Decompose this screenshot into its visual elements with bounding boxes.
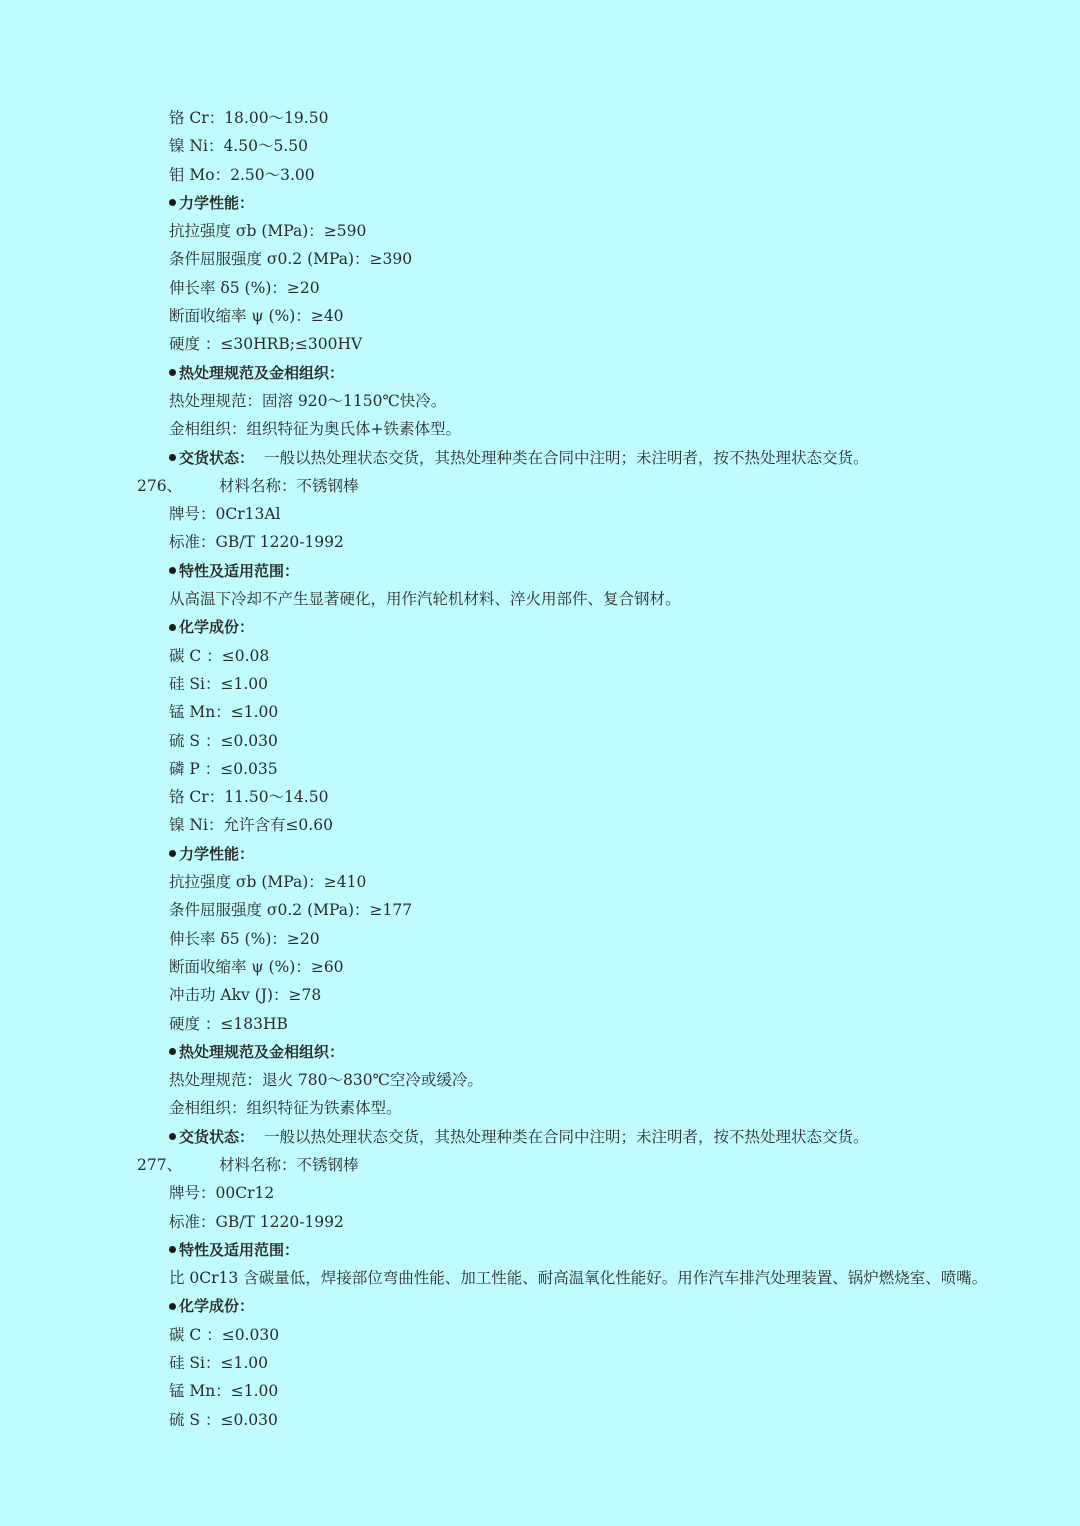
bullet-icon xyxy=(169,1133,176,1140)
bullet-icon xyxy=(169,454,176,461)
text-line: 磷 P ：≤0.035 xyxy=(169,759,278,778)
text-line: 热处理规范：退火 780～830℃空冷或缓冷。 xyxy=(169,1071,483,1090)
section-heading xyxy=(0,1123,1080,1151)
document-page xyxy=(0,104,1080,1434)
text-line: 标准：GB/T 1220-1992 xyxy=(169,533,344,552)
text-line: 硅 Si：≤1.00 xyxy=(169,674,269,693)
text-line: 金相组织：组织特征为铁素体型。 xyxy=(169,1099,402,1118)
bullet-icon xyxy=(169,624,176,631)
heading-label: 特性及适用范围： xyxy=(179,1240,300,1259)
heading-label: 化学成份： xyxy=(179,1297,255,1316)
text-line: 硬度 ：≤30HRB;≤300HV xyxy=(169,335,363,354)
bullet-icon xyxy=(169,850,176,857)
text-line: 牌号：00Cr12 xyxy=(169,1184,275,1203)
bullet-icon xyxy=(169,1303,176,1310)
text-line: 条件屈服强度 σ0.2 (MPa)：≥177 xyxy=(169,901,413,920)
text-line: 碳 C ：≤0.030 xyxy=(169,1325,280,1344)
text-line: 锰 Mn：≤1.00 xyxy=(169,703,279,722)
item-name: 材料名称：不锈钢棒 xyxy=(219,476,359,495)
heading-text: 一般以热处理状态交货，其热处理种类在合同中注明；未注明者，按不热处理状态交货。 xyxy=(264,1127,869,1146)
section-heading xyxy=(0,359,1080,387)
text-line: 硫 S ：≤0.030 xyxy=(169,1410,278,1429)
item-title xyxy=(0,472,1080,500)
text-line: 硫 S ：≤0.030 xyxy=(169,731,278,750)
section-heading xyxy=(0,840,1080,868)
section-heading xyxy=(0,1038,1080,1066)
text-line: 牌号：0Cr13Al xyxy=(169,505,281,524)
heading-label: 热处理规范及金相组织： xyxy=(179,1042,345,1061)
bullet-icon xyxy=(169,369,176,376)
bullet-icon xyxy=(169,1048,176,1055)
text-line: 碳 C ：≤0.08 xyxy=(169,646,270,665)
item-name: 材料名称：不锈钢棒 xyxy=(219,1155,359,1174)
item-title xyxy=(0,1151,1080,1179)
text-line: 比 0Cr13 含碳量低，焊接部位弯曲性能、加工性能、耐高温氧化性能好。用作汽车排汽处理装置、锅炉燃烧室、喷嘴。 xyxy=(169,1269,988,1288)
text-line: 钼 Mo：2.50～3.00 xyxy=(169,165,315,184)
heading-label: 化学成份： xyxy=(179,618,255,637)
text-line: 硅 Si：≤1.00 xyxy=(169,1354,269,1373)
text-line: 锰 Mn：≤1.00 xyxy=(169,1382,279,1401)
heading-text: 一般以热处理状态交货，其热处理种类在合同中注明；未注明者，按不热处理状态交货。 xyxy=(264,448,869,467)
item-number: 277、 xyxy=(137,1155,183,1174)
text-line: 伸长率 δ5 (%)：≥20 xyxy=(169,278,320,297)
heading-label: 交货状态： xyxy=(179,1127,255,1146)
text-line: 镍 Ni：4.50～5.50 xyxy=(169,137,308,156)
heading-label: 交货状态： xyxy=(179,448,255,467)
section-heading xyxy=(0,444,1080,472)
heading-label: 热处理规范及金相组织： xyxy=(179,363,345,382)
text-line: 冲击功 Akv (J)：≥78 xyxy=(169,986,322,1005)
heading-label: 力学性能： xyxy=(179,844,255,863)
text-line: 条件屈服强度 σ0.2 (MPa)：≥390 xyxy=(169,250,413,269)
text-line: 硬度 ：≤183HB xyxy=(169,1014,288,1033)
text-line: 热处理规范：固溶 920～1150℃快冷。 xyxy=(169,391,447,410)
heading-label: 特性及适用范围： xyxy=(179,561,300,580)
bullet-icon xyxy=(169,567,176,574)
text-line: 断面收缩率 ψ (%)：≥40 xyxy=(169,307,344,326)
section-heading xyxy=(0,1292,1080,1320)
text-line: 铬 Cr：11.50～14.50 xyxy=(169,788,329,807)
text-line: 断面收缩率 ψ (%)：≥60 xyxy=(169,957,344,976)
text-line: 伸长率 δ5 (%)：≥20 xyxy=(169,929,320,948)
text-line: 从高温下冷却不产生显著硬化，用作汽轮机材料、淬火用部件、复合钢材。 xyxy=(169,590,681,609)
text-line: 标准：GB/T 1220-1992 xyxy=(169,1212,344,1231)
bullet-icon xyxy=(169,1246,176,1253)
section-heading xyxy=(0,613,1080,641)
section-heading xyxy=(0,1236,1080,1264)
text-line: 镍 Ni：允许含有≤0.60 xyxy=(169,816,333,835)
bullet-icon xyxy=(169,199,176,206)
section-heading xyxy=(0,557,1080,585)
text-line: 铬 Cr：18.00～19.50 xyxy=(169,109,329,127)
heading-label: 力学性能： xyxy=(179,193,255,212)
text-line: 金相组织：组织特征为奥氏体+铁素体型。 xyxy=(169,420,461,439)
text-line: 抗拉强度 σb (MPa)：≥590 xyxy=(169,222,367,241)
section-heading xyxy=(0,189,1080,217)
item-number: 276、 xyxy=(137,476,183,495)
text-line: 抗拉强度 σb (MPa)：≥410 xyxy=(169,873,367,892)
